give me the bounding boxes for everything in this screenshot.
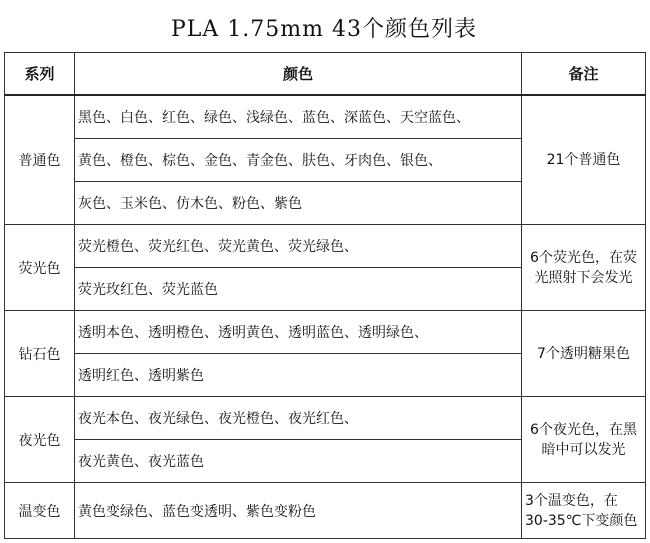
- note-line: 暗中可以发光: [541, 441, 626, 458]
- note-line: 6个荧光色，在荧: [530, 249, 637, 266]
- note-line: 6个夜光色，在黑: [530, 421, 637, 438]
- header-row: [5, 53, 646, 95]
- note-cell: [522, 483, 646, 539]
- color-cell: 透明红色、透明紫色: [75, 354, 522, 397]
- note-cell: [522, 311, 646, 397]
- header-series: 系列: [5, 53, 75, 95]
- note-line: 30-35℃下变颜色: [525, 512, 638, 529]
- table-row: [5, 311, 646, 354]
- header-colors: 颜色: [75, 53, 522, 95]
- table-row: [5, 225, 646, 268]
- table-row: [5, 397, 646, 440]
- color-cell: 灰色、玉米色、仿木色、粉色、紫色: [75, 182, 522, 225]
- note-line: 3个温变色，在: [525, 492, 618, 509]
- color-cell: 夜光黄色、夜光蓝色: [75, 440, 522, 483]
- color-cell: 透明本色、透明橙色、透明黄色、透明蓝色、透明绿色、: [75, 311, 522, 354]
- series-cell: 普通色: [5, 95, 75, 225]
- series-cell: 钻石色: [5, 311, 75, 397]
- note-cell: [522, 95, 646, 225]
- note-cell: [522, 397, 646, 483]
- color-cell: 黄色变绿色、蓝色变透明、紫色变粉色: [75, 483, 522, 539]
- color-list-table: [4, 52, 646, 539]
- table-row: [5, 95, 646, 139]
- color-cell: 夜光本色、夜光绿色、夜光橙色、夜光红色、: [75, 397, 522, 440]
- header-notes: 备注: [522, 53, 646, 95]
- color-cell: 荧光玫红色、荧光蓝色: [75, 268, 522, 311]
- series-cell: 夜光色: [5, 397, 75, 483]
- series-cell: 荧光色: [5, 225, 75, 311]
- color-cell: 荧光橙色、荧光红色、荧光黄色、荧光绿色、: [75, 225, 522, 268]
- note-line: 7个透明糖果色: [537, 345, 630, 362]
- note-cell: [522, 225, 646, 311]
- page-title: PLA 1.75mm 43个颜色列表: [171, 17, 477, 42]
- color-cell: 黑色、白色、红色、绿色、浅绿色、蓝色、深蓝色、天空蓝色、: [75, 95, 522, 139]
- note-line: 21个普通色: [546, 151, 621, 168]
- color-cell: 黄色、橙色、棕色、金色、青金色、肤色、牙肉色、银色、: [75, 139, 522, 182]
- table-row: [5, 483, 646, 539]
- note-line: 光照射下会发光: [534, 269, 633, 286]
- series-cell: 温变色: [5, 483, 75, 539]
